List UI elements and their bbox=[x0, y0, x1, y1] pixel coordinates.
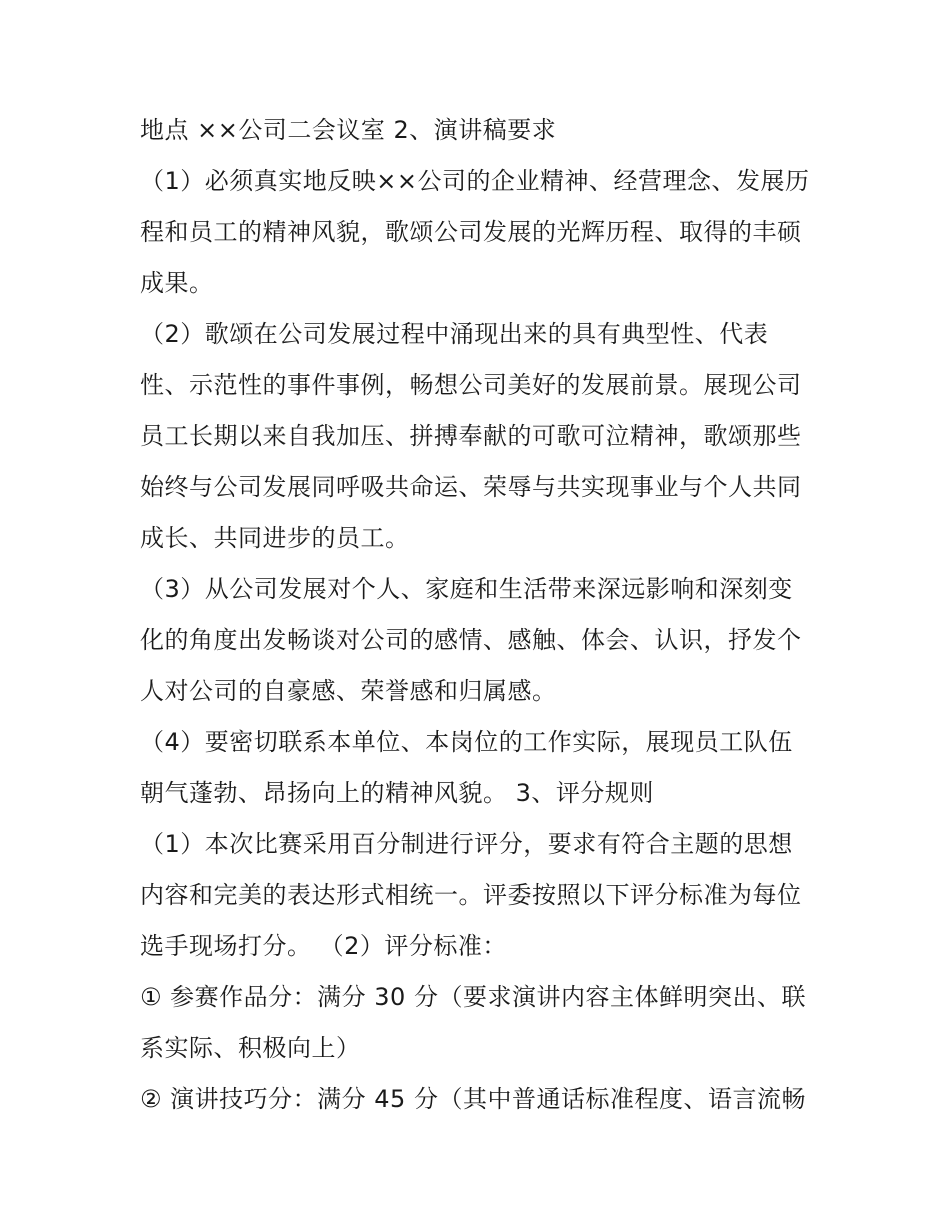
text-line: （1）必须真实地反映××公司的企业精神、经营理念、发展历 bbox=[140, 167, 810, 195]
text-line: 人对公司的自豪感、荣誉感和归属感。 bbox=[140, 677, 557, 705]
text-line: 性、示范性的事件事例，畅想公司美好的发展前景。展现公司 bbox=[140, 371, 802, 399]
text-line: （3）从公司发展对个人、家庭和生活带来深远影响和深刻变 bbox=[140, 575, 793, 603]
text-line: ① 参赛作品分：满分 30 分（要求演讲内容主体鲜明突出、联 bbox=[140, 983, 806, 1011]
text-line: （2）歌颂在公司发展过程中涌现出来的具有典型性、代表 bbox=[140, 320, 769, 348]
text-line: 员工长期以来自我加压、拼搏奉献的可歌可泣精神，歌颂那些 bbox=[140, 422, 802, 450]
text-line: （1）本次比赛采用百分制进行评分，要求有符合主题的思想 bbox=[140, 830, 793, 858]
text-line: 始终与公司发展同呼吸共命运、荣辱与共实现事业与个人共同 bbox=[140, 473, 802, 501]
text-line: 地点 ××公司二会议室 2、演讲稿要求 bbox=[140, 116, 557, 144]
text-line: 成果。 bbox=[140, 269, 214, 297]
text-line: 程和员工的精神风貌，歌颂公司发展的光辉历程、取得的丰硕 bbox=[140, 218, 802, 246]
text-line: 成长、共同进步的员工。 bbox=[140, 524, 410, 552]
document-body bbox=[140, 108, 820, 1128]
text-line: （4）要密切联系本单位、本岗位的工作实际，展现员工队伍 bbox=[140, 728, 793, 756]
text-line: 系实际、积极向上） bbox=[140, 1034, 361, 1062]
text-line: ② 演讲技巧分：满分 45 分（其中普通话标准程度、语言流畅 bbox=[140, 1085, 806, 1113]
text-line: 选手现场打分。 （2）评分标准： bbox=[140, 932, 507, 960]
text-line: 化的角度出发畅谈对公司的感情、感触、体会、认识，抒发个 bbox=[140, 626, 802, 654]
text-line: 朝气蓬勃、昂扬向上的精神风貌。 3、评分规则 bbox=[140, 779, 654, 807]
text-line: 内容和完美的表达形式相统一。评委按照以下评分标准为每位 bbox=[140, 881, 802, 909]
